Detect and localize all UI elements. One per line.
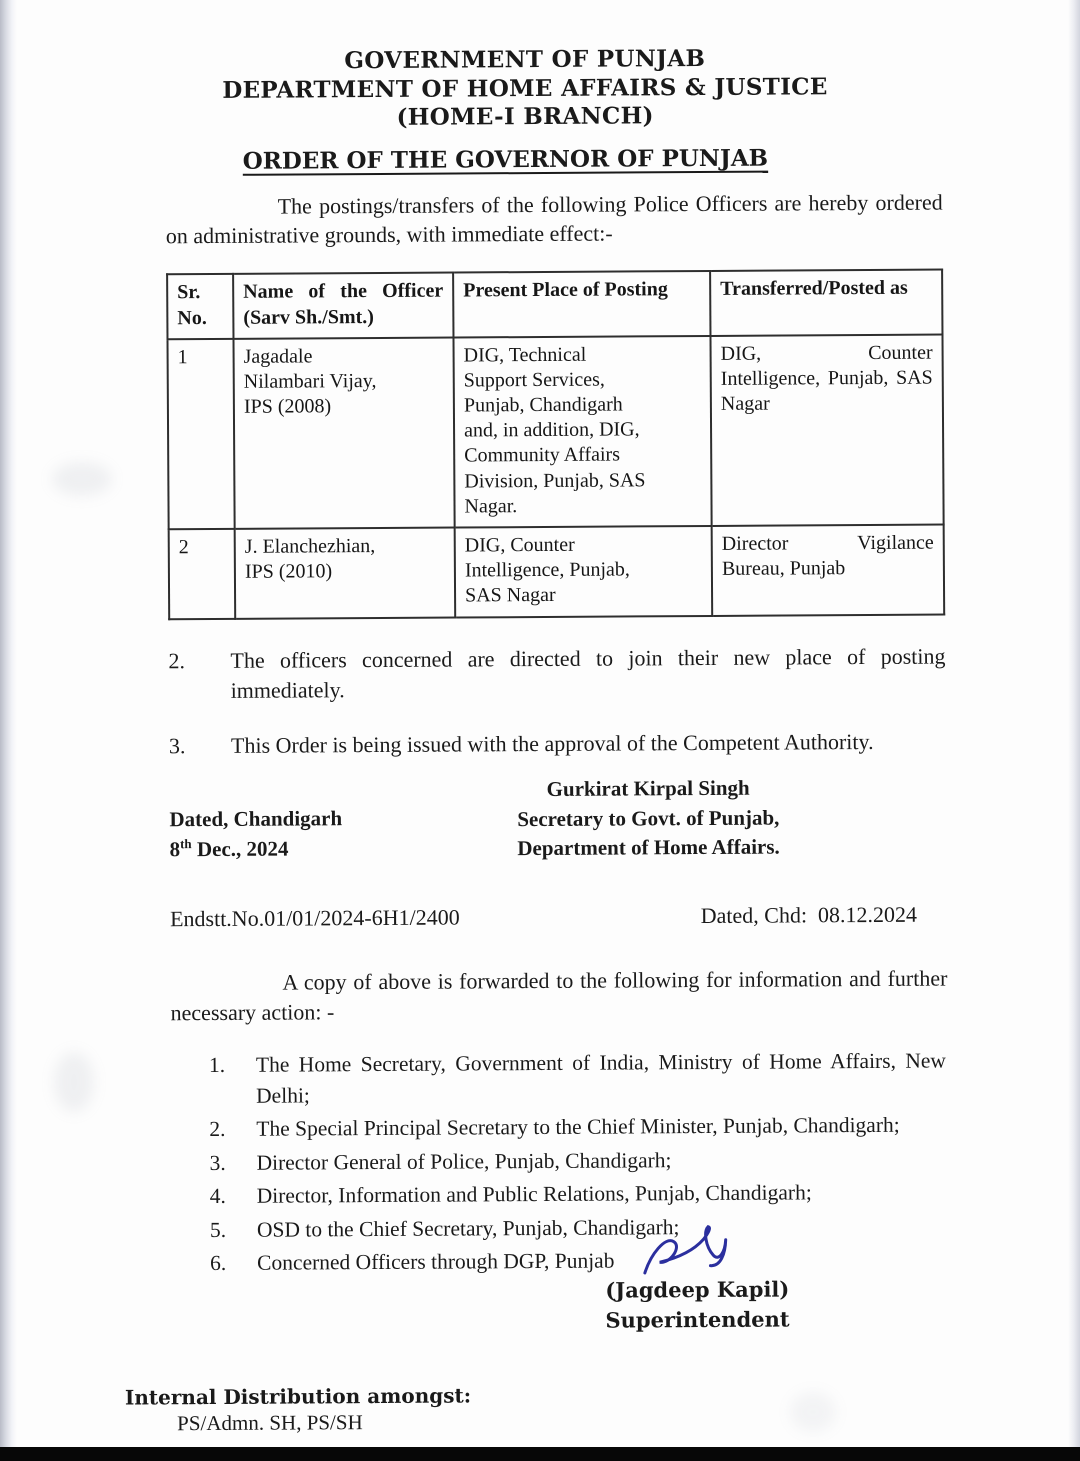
list-item: [209, 1046, 948, 1112]
list-text: OSD to the Chief Secretary, Punjab, Chandigarh;: [256, 1214, 680, 1242]
forwarding-paragraph: A copy of above is forwarded to the following for information and further necessary action: -: [170, 965, 948, 1026]
list-item: [209, 1110, 948, 1145]
paragraph-number: 3.: [168, 733, 186, 759]
paragraph-number: 2.: [168, 647, 186, 673]
paragraph-3: [169, 727, 946, 762]
list-number: 2.: [209, 1117, 226, 1142]
footer-heading: Internal Distribution amongst:: [124, 1383, 472, 1410]
order-title: ORDER OF THE GOVERNOR OF PUNJAB: [242, 144, 769, 175]
scan-smudge: [52, 462, 112, 496]
signature-block: [169, 773, 947, 866]
paragraph-2: [168, 641, 945, 706]
list-item: [210, 1177, 949, 1212]
header-transferred-as: Transferred/Posted as: [710, 270, 942, 336]
endorsement-row: [170, 901, 947, 932]
list-number: 6.: [210, 1251, 227, 1276]
intro-paragraph: The postings/transfers of the following Police Officers are hereby ordered on administrative grounds, with immediate effect:-: [165, 189, 943, 249]
cell-sr-no: 1: [167, 339, 234, 530]
scan-smudge: [54, 1052, 94, 1112]
cell-transferred-as: DIG, Counter Intelligence, Punjab, SAS Nagar: [710, 334, 943, 526]
signoff-title: Superintendent: [605, 1306, 790, 1333]
scan-black-bar: [0, 1447, 1080, 1461]
cell-officer-name: J. Elanchezhian, IPS (2010): [235, 528, 456, 619]
header-present-posting: Present Place of Posting: [453, 271, 710, 337]
list-text: Concerned Officers through DGP, Punjab: [257, 1248, 615, 1276]
table-row: [167, 334, 943, 529]
dateline: [169, 805, 342, 866]
signoff-block: [577, 1274, 817, 1336]
list-number: 3.: [209, 1150, 226, 1175]
header-officer-name: Name of the Officer (Sarv Sh./Smt.): [233, 273, 453, 339]
cell-officer-name: Jagadale Nilambari Vijay, IPS (2008): [233, 337, 454, 529]
signoff-name: (Jagdeep Kapil): [605, 1276, 790, 1303]
paragraph-text: The officers concerned are directed to join their new place of posting immediately.: [230, 643, 946, 703]
endorsement-date: Dated, Chd: 08.12.2024: [700, 901, 918, 928]
table-header-row: [167, 270, 942, 339]
list-text: The Home Secretary, Government of India, Ministry of Home Affairs, New Delhi;: [255, 1048, 946, 1108]
cell-transferred-as: Director Vigilance Bureau, Punjab: [712, 525, 945, 616]
transfer-table: [166, 269, 945, 620]
dateline-place: Dated, Chandigarh: [169, 806, 343, 832]
government-name: GOVERNMENT OF PUNJAB: [344, 44, 706, 75]
cc-list: [171, 1046, 949, 1279]
scan-edge-shadow-right: [1068, 0, 1080, 1461]
header-sr-no: Sr. No.: [167, 274, 233, 339]
scan-smudge: [790, 1392, 836, 1432]
cell-present-posting: DIG, Technical Support Services, Punjab, Chandigarh and, in addition, DIG, Community Affairs Division, Punjab, SAS Nagar.: [453, 336, 711, 528]
list-text: The Special Principal Secretary to the Chief Minister, Punjab, Chandigarh;: [256, 1113, 900, 1141]
list-number: 5.: [209, 1217, 227, 1242]
list-number: 4.: [209, 1184, 226, 1209]
table-row: [169, 525, 945, 619]
signature-scribble: [634, 1216, 760, 1291]
list-item: [210, 1210, 949, 1245]
footer-line: PS/Admn. SH, PS/SH: [177, 1409, 363, 1435]
list-item: [210, 1244, 949, 1279]
paragraph-text: This Order is being issued with the approval of the Competent Authority.: [230, 729, 874, 759]
list-item: [209, 1143, 948, 1178]
letterhead: [155, 44, 896, 134]
department-name: DEPARTMENT OF HOME AFFAIRS & JUSTICE: [222, 72, 828, 104]
cell-present-posting: DIG, Counter Intelligence, Punjab, SAS Nagar: [455, 526, 713, 617]
cell-sr-no: 2: [169, 529, 236, 619]
list-text: Director General of Police, Punjab, Chandigarh;: [256, 1147, 672, 1175]
list-number: 1.: [208, 1053, 226, 1078]
branch-name: (HOME-I BRANCH): [396, 102, 654, 131]
scan-edge-shadow-left: [0, 0, 17, 1461]
signatory-designation: Secretary to Govt. of Punjab,: [517, 805, 780, 831]
signatory-name: Gurkirat Kirpal Singh: [546, 776, 750, 802]
ordinal-suffix: th: [180, 835, 192, 851]
dateline-date: 8th Dec., 2024: [169, 835, 289, 861]
signatory: [517, 774, 780, 864]
signatory-department: Department of Home Affairs.: [517, 834, 780, 861]
list-text: Director, Information and Public Relations, Punjab, Chandigarh;: [256, 1180, 812, 1209]
endorsement-number: Endstt.No.01/01/2024-6H1/2400: [169, 903, 460, 931]
